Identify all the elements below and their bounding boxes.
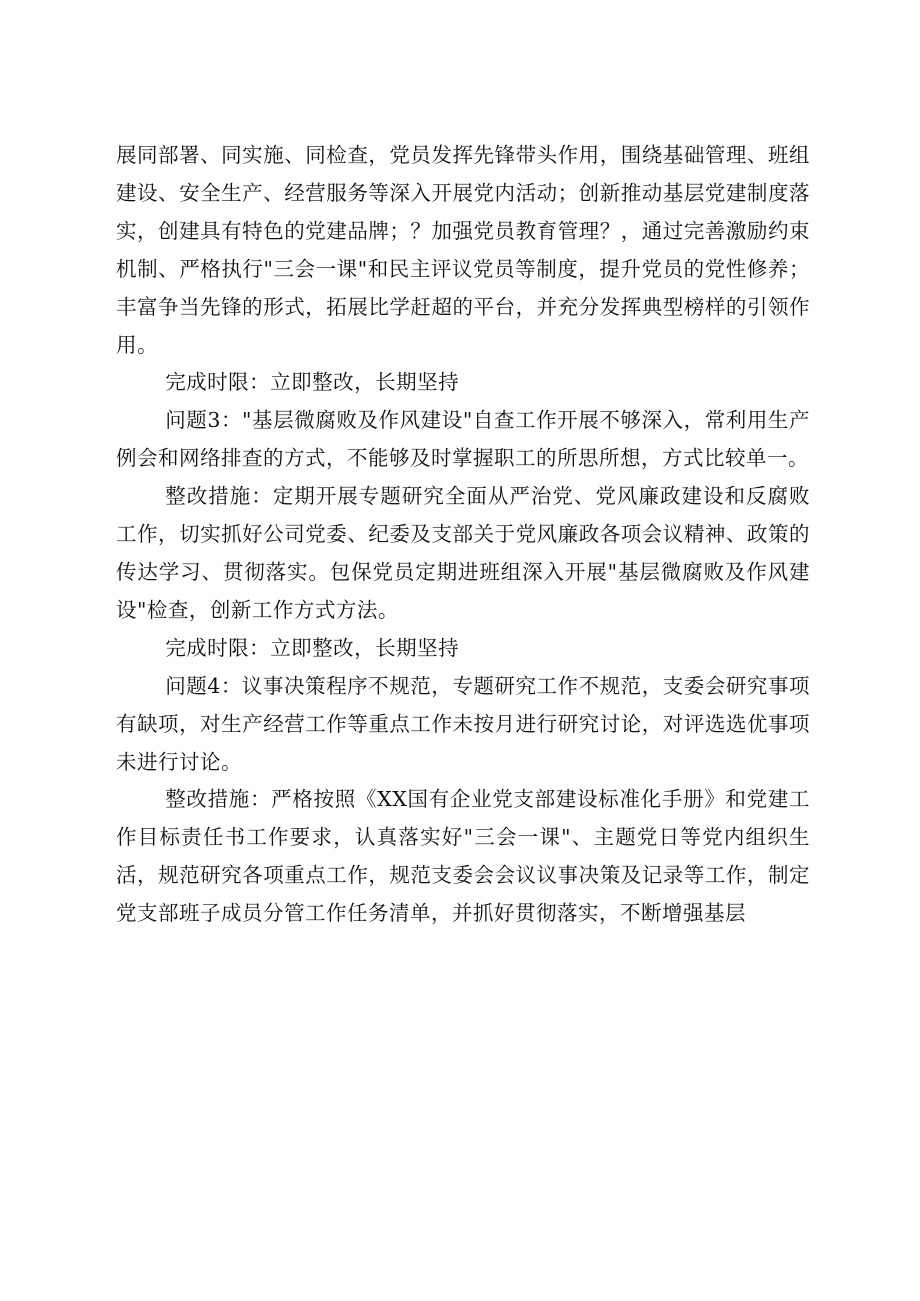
paragraph-label: 问题4： (165, 673, 242, 698)
paragraph-text: 立即整改，长期坚持 (270, 635, 460, 660)
paragraph-issue-4 (116, 668, 810, 782)
paragraph-measures (116, 478, 810, 630)
paragraph-label: 问题3： (165, 408, 243, 433)
paragraph-text: 议事决策程序不规范，专题研究工作不规范，支委会研究事项有缺项，对生产经营工作等重点工作未按月进行研究讨论，对评选选优事项未进行讨论。 (116, 673, 811, 774)
paragraph-text: 立即整改，长期坚持 (270, 370, 460, 395)
paragraph-label: 完成时限： (165, 635, 271, 660)
paragraph-label: 整改措施： (165, 787, 272, 812)
paragraph-deadline (116, 630, 810, 668)
paragraph-text: 展同部署、同实施、同检查，党员发挥先锋带头作用，围绕基础管理、班组建设、安全生产、经营服务等深入开展党内活动；创新推动基层党建制度落实，创建具有特色的党建品牌；？加强党员教育管理？，通过完善激励约束机制、严格执行"三会一课"和民主评议党员等制度，提升党员的党性修养；丰富争当先锋的形式，拓展比学赶超的平台，并充分发挥典型榜样的引领作用。 (116, 143, 810, 357)
paragraph-text: 严格按照《XX国有企业党支部建设标准化手册》和党建工作目标责任书工作要求，认真落实好"三会一课"、主题党日等党内组织生活，规范研究各项重点工作，规范支委会会议议事决策及记录等工作，制定党支部班子成员分管工作任务清单，并抓好贯彻落实，不断增强基层 (116, 787, 811, 926)
paragraph-text: 定期开展专题研究全面从严治党、党风廉政建设和反腐败工作，切实抓好公司党委、纪委及支部关于党风廉政各项会议精神、政策的传达学习、贯彻落实。包保党员定期进班组深入开展"基层微腐败及作风建设"检查，创新工作方式方法。 (116, 484, 811, 622)
paragraph-measures (116, 781, 810, 933)
paragraph-label: 整改措施： (165, 484, 273, 509)
paragraph-deadline (116, 364, 810, 402)
paragraph-issue-3 (116, 402, 810, 478)
paragraph-text: "基层微腐败及作风建设"自查工作开展不够深入，常利用生产例会和网络排查的方式，不能够及时掌握职工的所思所想，方式比较单一。 (116, 408, 810, 471)
document-page (116, 137, 810, 933)
paragraph-label: 完成时限： (165, 370, 271, 395)
paragraph-continuation (116, 137, 810, 364)
